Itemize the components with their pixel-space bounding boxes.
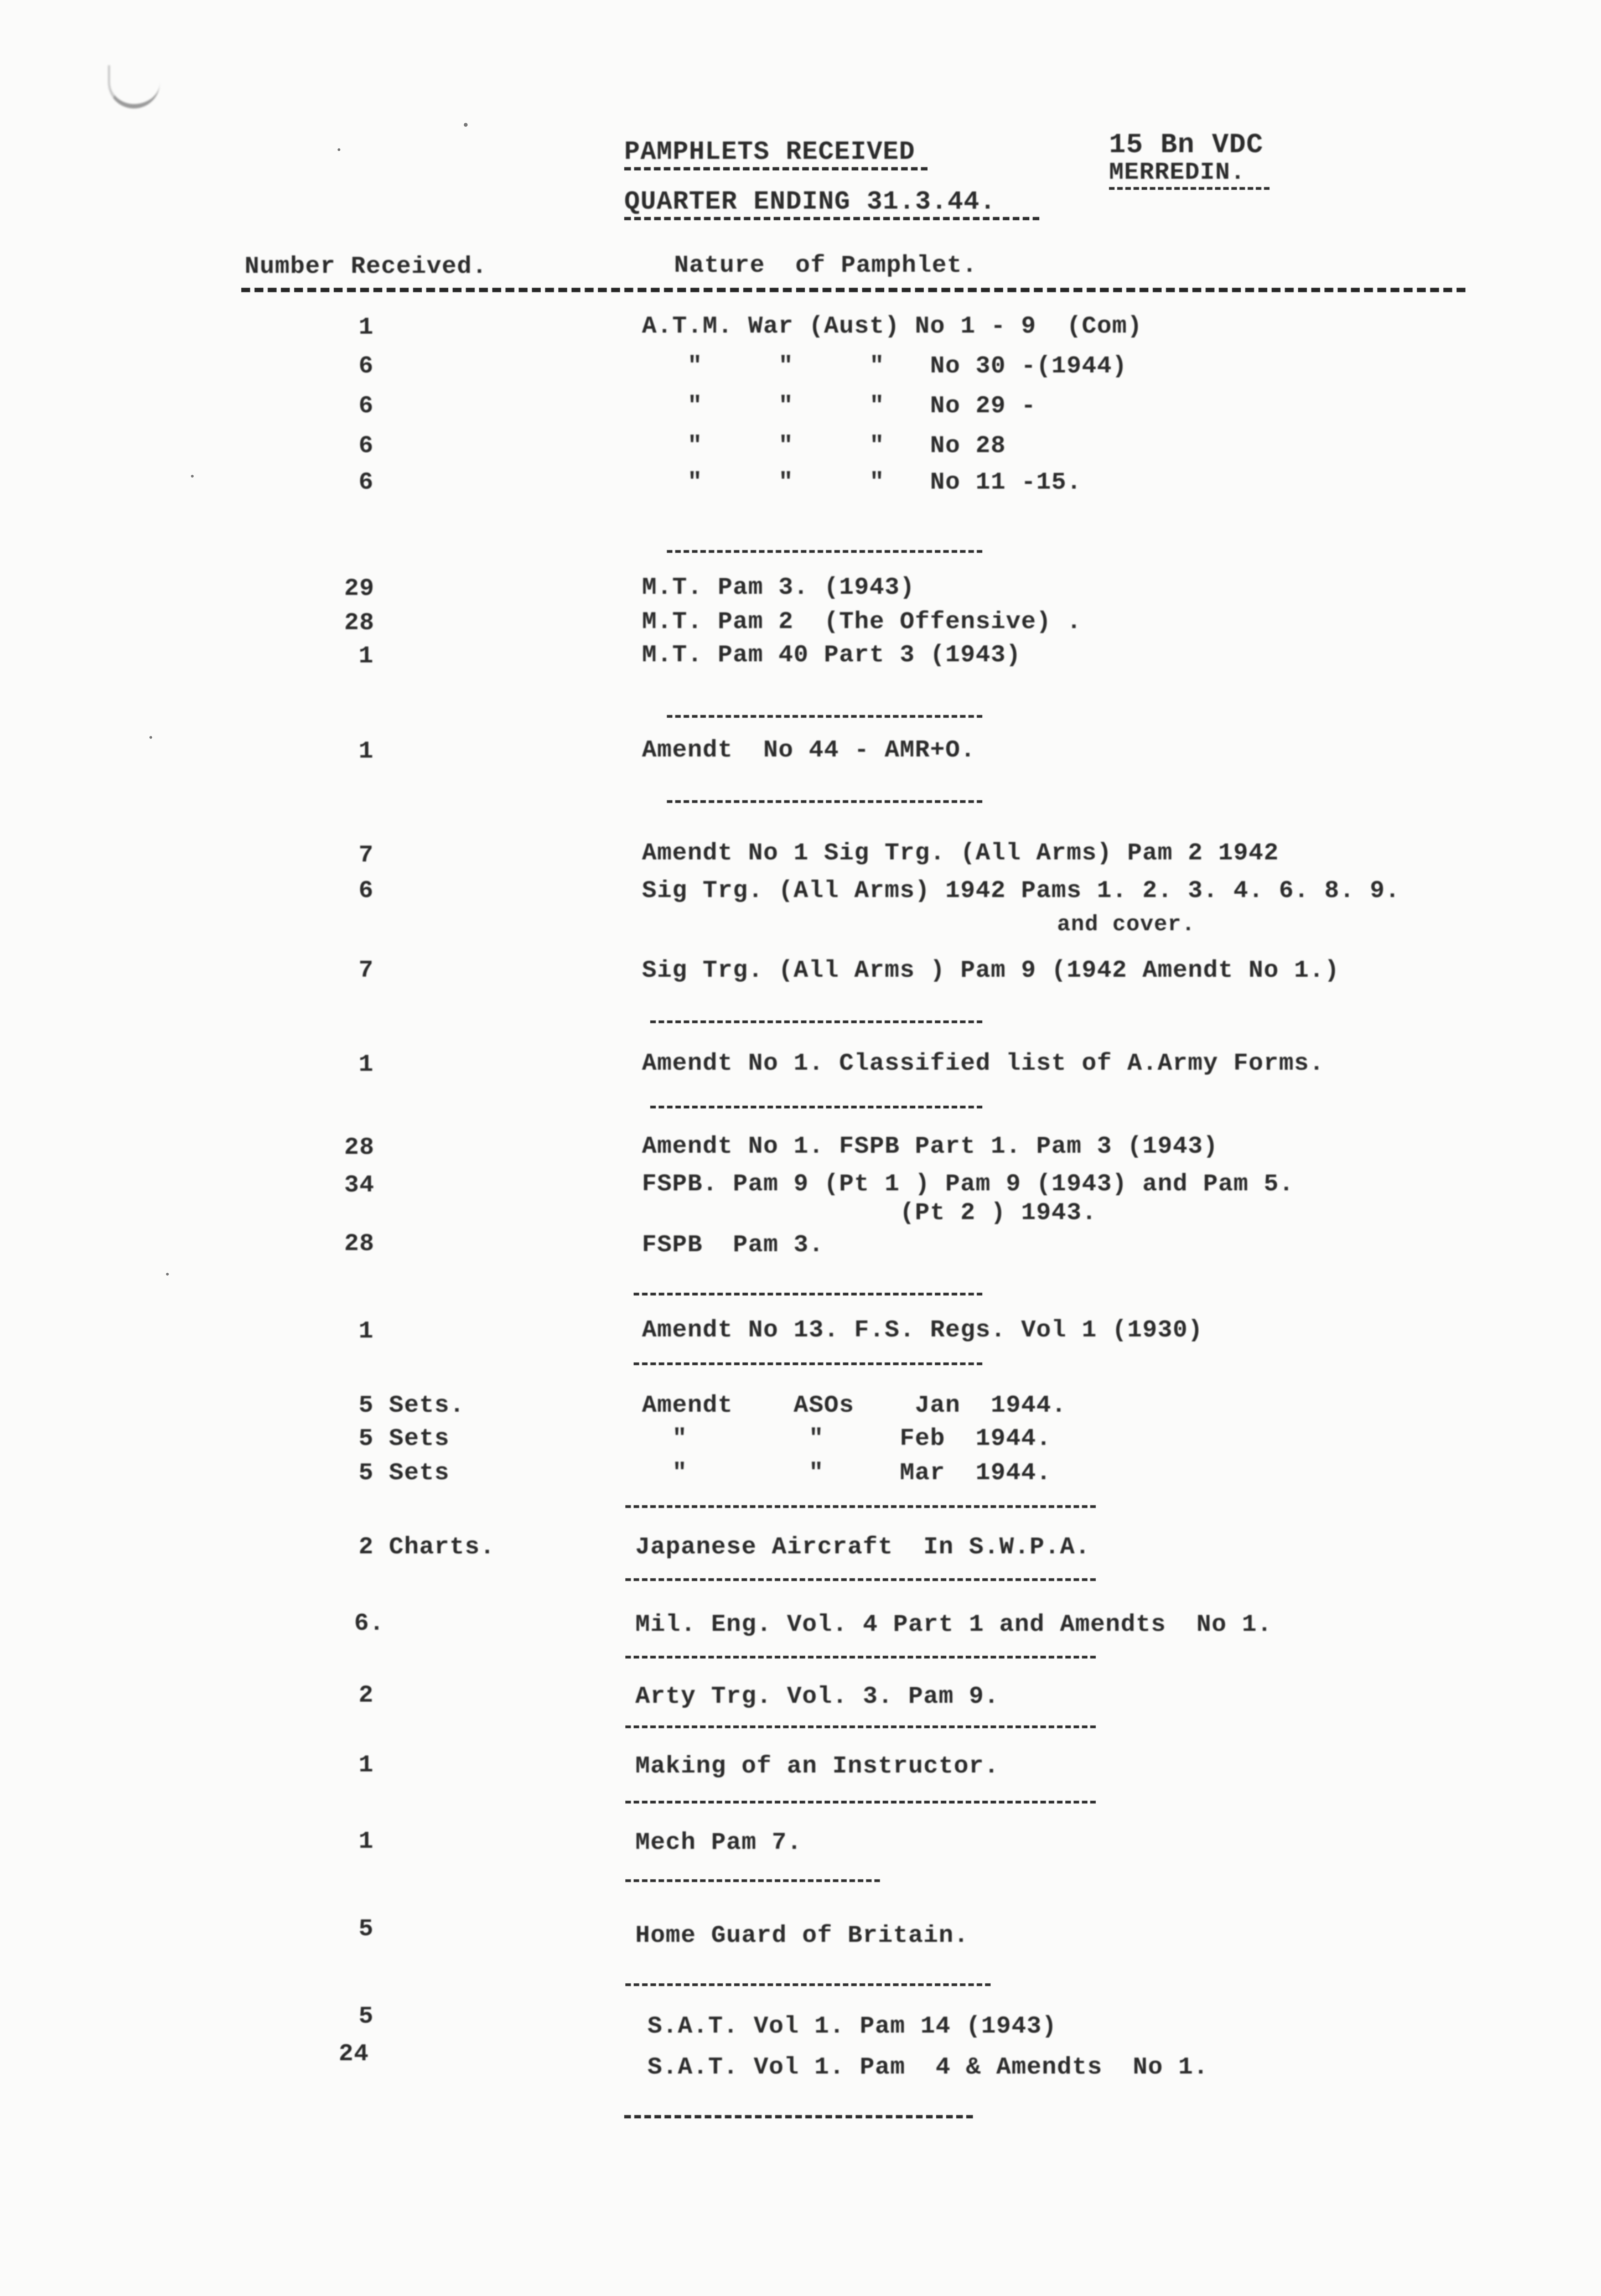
row-description: M.T. Pam 3. (1943) <box>642 574 915 602</box>
row-description: FSPB Pam 3. <box>642 1231 824 1259</box>
column-header-nature: Nature of Pamphlet. <box>674 252 978 279</box>
row-count: 28 <box>344 1230 375 1258</box>
row-count: 6 <box>359 877 374 905</box>
row-description: Amendt ASOs Jan 1944. <box>642 1392 1067 1419</box>
row-description: Sig Trg. (All Arms) 1942 Pams 1. 2. 3. 4. 6. 8. 9. <box>642 877 1401 905</box>
row-count: 28 <box>344 609 375 637</box>
row-count: 6 <box>359 432 374 460</box>
row-count: 1 <box>359 642 374 670</box>
group-divider <box>650 1020 982 1023</box>
row-description: Amendt No 1 Sig Trg. (All Arms) Pam 2 1942 <box>642 839 1279 867</box>
row-count: 7 <box>359 842 374 869</box>
group-divider <box>625 1578 1096 1581</box>
page-subtitle: QUARTER ENDING 31.3.44. <box>624 188 996 217</box>
row-count: 1 <box>359 738 374 765</box>
speck <box>191 475 194 478</box>
column-header-number: Number Received. <box>245 253 488 281</box>
row-description-continuation: (Pt 2 ) 1943. <box>642 1199 1097 1227</box>
row-description: Amendt No 1. Classified list of A.Army Forms. <box>642 1050 1325 1077</box>
punch-hole-mark <box>108 65 160 108</box>
row-description: A.T.M. War (Aust) No 1 - 9 (Com) <box>642 313 1143 340</box>
row-description: " " " No 29 - <box>642 392 1037 420</box>
row-description: Making of an Instructor. <box>635 1753 999 1780</box>
row-description: Amendt No 1. FSPB Part 1. Pam 3 (1943) <box>642 1133 1219 1160</box>
row-count: 5 Sets <box>359 1425 450 1453</box>
row-description: " " Feb 1944. <box>642 1425 1051 1453</box>
row-description: " " " No 28 <box>642 432 1006 460</box>
speck <box>464 123 468 127</box>
row-description: Home Guard of Britain. <box>635 1922 969 1950</box>
header-rule <box>241 288 1465 292</box>
row-description: Mil. Eng. Vol. 4 Part 1 and Amendts No 1. <box>635 1611 1272 1639</box>
row-description: Mech Pam 7. <box>635 1829 802 1857</box>
speck <box>338 148 340 151</box>
row-description: Arty Trg. Vol. 3. Pam 9. <box>635 1683 999 1711</box>
group-divider <box>625 1983 991 1986</box>
row-count: 6 <box>359 469 374 496</box>
row-description: " " " No 11 -15. <box>642 469 1082 496</box>
title-underline <box>624 167 928 170</box>
row-count: 29 <box>344 575 375 603</box>
unit-name: 15 Bn VDC <box>1109 129 1264 161</box>
row-count: 2 Charts. <box>359 1533 495 1561</box>
row-description: " " " No 30 -(1944) <box>642 353 1127 380</box>
row-description: M.T. Pam 2 (The Offensive) . <box>642 608 1082 636</box>
group-divider <box>667 715 982 718</box>
row-count: 34 <box>344 1172 375 1199</box>
row-count: 24 <box>339 2040 369 2068</box>
row-count: 6 <box>359 353 374 380</box>
unit-underline <box>1109 187 1270 190</box>
speck <box>166 1273 169 1276</box>
group-divider <box>625 1725 1096 1728</box>
row-count: 1 <box>359 1051 374 1079</box>
group-divider <box>625 1801 1096 1803</box>
row-count: 6 <box>359 392 374 420</box>
group-divider <box>625 1879 880 1882</box>
row-count: 1 <box>359 1318 374 1345</box>
row-count: 7 <box>359 957 374 984</box>
row-count: 1 <box>359 1751 374 1779</box>
group-divider <box>667 800 982 803</box>
group-divider <box>625 1656 1096 1658</box>
group-divider <box>634 1293 982 1295</box>
group-divider <box>625 1505 1096 1508</box>
row-count: 5 <box>359 1915 374 1943</box>
row-description: Japanese Aircraft In S.W.P.A. <box>635 1533 1091 1561</box>
row-count: 28 <box>344 1134 375 1162</box>
speck <box>149 736 152 739</box>
row-count: 1 <box>359 314 374 341</box>
row-description: Amendt No 13. F.S. Regs. Vol 1 (1930) <box>642 1317 1203 1344</box>
row-description-continuation: and cover. <box>642 913 1196 937</box>
row-count: 5 Sets. <box>359 1392 465 1419</box>
unit-location: MERREDIN. <box>1109 159 1246 186</box>
row-description: Sig Trg. (All Arms ) Pam 9 (1942 Amendt No 1.) <box>642 957 1340 984</box>
row-description: FSPB. Pam 9 (Pt 1 ) Pam 9 (1943) and Pam 5. <box>642 1170 1294 1198</box>
subtitle-underline <box>624 217 1039 220</box>
group-divider <box>634 1362 982 1365</box>
row-description: S.A.T. Vol 1. Pam 4 & Amendts No 1. <box>647 2054 1209 2081</box>
row-description: " " Mar 1944. <box>642 1459 1051 1487</box>
row-description: Amendt No 44 - AMR+O. <box>642 737 976 764</box>
row-count: 1 <box>359 1828 374 1856</box>
group-divider <box>667 550 982 553</box>
row-description: S.A.T. Vol 1. Pam 14 (1943) <box>647 2013 1057 2040</box>
row-count: 5 <box>359 2003 374 2030</box>
row-count: 2 <box>359 1682 374 1709</box>
group-divider <box>650 1106 982 1108</box>
row-count: 6. <box>354 1610 385 1637</box>
closing-rule <box>624 2115 973 2118</box>
page-title: PAMPHLETS RECEIVED <box>624 138 915 167</box>
row-description: M.T. Pam 40 Part 3 (1943) <box>642 641 1022 669</box>
row-count: 5 Sets <box>359 1459 450 1487</box>
